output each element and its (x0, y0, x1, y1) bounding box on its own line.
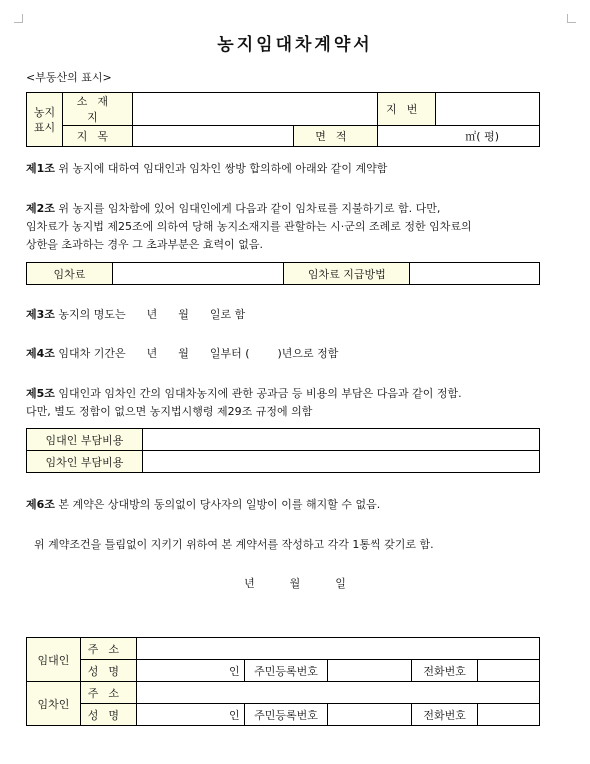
article-3-heading: 제3조 (26, 308, 55, 321)
property-table (26, 92, 540, 147)
rent-table (26, 262, 540, 285)
article-1-heading: 제1조 (26, 162, 55, 175)
lessee-address-field[interactable] (136, 682, 539, 704)
lessee-cost-field[interactable] (142, 451, 539, 473)
lessee-phone-label: 전화번호 (412, 704, 478, 726)
article-5-line (26, 385, 546, 403)
lessor-name-label: 성명 (80, 660, 136, 682)
article-2 (26, 200, 546, 254)
article-6-heading: 제6조 (26, 498, 55, 511)
page-corner-mark (567, 14, 576, 23)
lessor-name-field[interactable]: 인 (136, 660, 244, 682)
property-group-label: 농지 표시 (27, 93, 63, 147)
article-4 (26, 345, 546, 363)
payment-method-label: 임차료 지급방법 (284, 263, 410, 285)
article-5-line: 다만, 별도 정함이 없으면 농지법시행령 제29조 규정에 의함 (26, 405, 313, 418)
parties-table (26, 637, 540, 726)
location-field[interactable] (132, 93, 377, 126)
rent-field[interactable] (112, 263, 284, 285)
lessee-id-label: 주민등록번호 (244, 704, 328, 726)
article-6 (26, 496, 546, 514)
lessor-cost-label: 임대인 부담비용 (27, 429, 143, 451)
lessee-address-label: 주소 (80, 682, 136, 704)
location-label: 소재지 (62, 93, 132, 126)
lot-number-label: 지번 (378, 93, 436, 126)
article-2-heading: 제2조 (26, 202, 55, 215)
document-title: 농지임대차계약서 (217, 35, 373, 55)
date-line: 년 월 일 (244, 577, 346, 590)
cost-table (26, 428, 540, 473)
lot-number-field[interactable] (436, 93, 540, 126)
article-2-text: 위 농지를 임차함에 있어 임대인에게 다음과 같이 임차료를 지불하기로 함. 다만, (54, 202, 441, 215)
area-field[interactable]: ㎡( 평) (378, 126, 540, 147)
article-1-text: 위 농지에 대하여 임대인과 임차인 쌍방 합의하에 아래와 같이 계약함 (54, 162, 388, 175)
lessor-id-label: 주민등록번호 (244, 660, 328, 682)
lessor-label: 임대인 (27, 638, 81, 682)
lessor-id-field[interactable] (328, 660, 412, 682)
payment-method-field[interactable] (410, 263, 540, 285)
page-corner-mark (14, 14, 23, 23)
land-type-field[interactable] (132, 126, 294, 147)
lessor-phone-field[interactable] (478, 660, 540, 682)
lessor-address-label: 주소 (80, 638, 136, 660)
lessee-name-field[interactable]: 인 (136, 704, 244, 726)
article-2-line (26, 200, 546, 218)
closing-statement: 위 계약조건을 틀림없이 지키기 위하여 본 계약서를 작성하고 각각 1통씩 갖기로 함. (34, 538, 434, 551)
article-2-line: 상한을 초과하는 경우 그 초과부분은 효력이 없음. (26, 238, 263, 251)
property-heading: <부동산의 표시> (26, 71, 112, 84)
article-4-heading: 제4조 (26, 347, 55, 360)
article-4-text: 임대차 기간은 년 월 일부터 ( )년으로 정함 (54, 347, 339, 360)
lessee-phone-field[interactable] (478, 704, 540, 726)
lessor-address-field[interactable] (136, 638, 539, 660)
article-5-text: 임대인과 임차인 간의 임대차농지에 관한 공과금 등 비용의 부담은 다음과 같이 정함. (54, 387, 462, 400)
land-type-label: 지목 (62, 126, 132, 147)
rent-label: 임차료 (27, 263, 113, 285)
lessee-cost-label: 임차인 부담비용 (27, 451, 143, 473)
area-label: 면적 (294, 126, 378, 147)
lessor-phone-label: 전화번호 (412, 660, 478, 682)
article-2-line: 임차료가 농지법 제25조에 의하여 당해 농지소재지를 관할하는 시·군의 조례로 정한 임차료의 (26, 220, 472, 233)
article-3-text: 농지의 명도는 년 월 일로 함 (54, 308, 246, 321)
article-5 (26, 385, 546, 421)
lessee-id-field[interactable] (328, 704, 412, 726)
lessee-name-label: 성명 (80, 704, 136, 726)
article-1 (26, 160, 546, 178)
article-3 (26, 306, 546, 324)
article-6-text: 본 계약은 상대방의 동의없이 당사자의 일방이 이를 해지할 수 없음. (54, 498, 381, 511)
article-5-heading: 제5조 (26, 387, 55, 400)
lessee-label: 임차인 (27, 682, 81, 726)
lessor-cost-field[interactable] (142, 429, 539, 451)
